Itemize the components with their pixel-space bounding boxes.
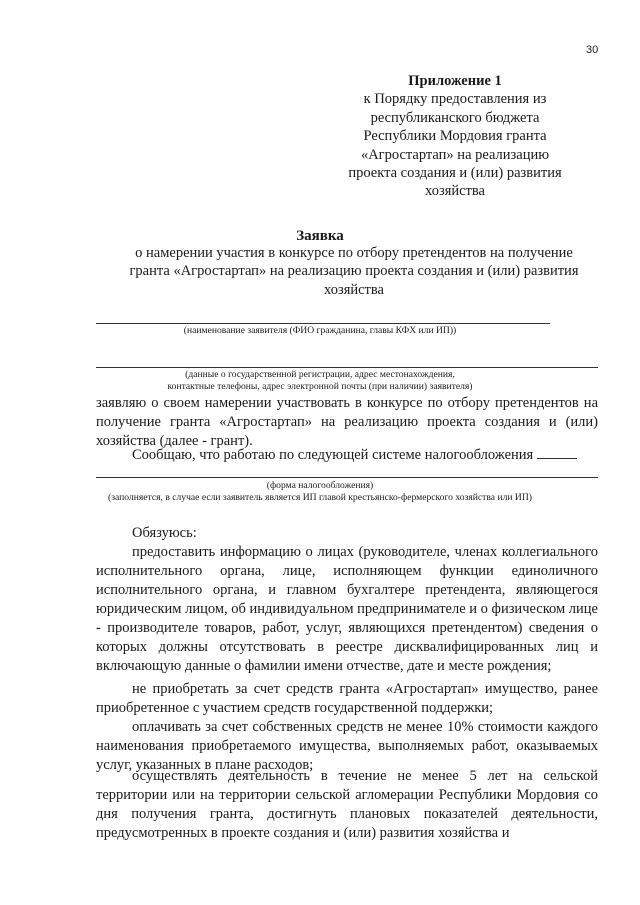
tax-system-text: Сообщаю, что работаю по следующей системе налогообложения (132, 447, 534, 463)
tax-form-line[interactable] (96, 477, 598, 478)
tax-form-caption: (форма налогообложения) (266, 480, 374, 491)
applicant-name-caption: (наименование заявителя (ФИО гражданина, главы КФХ или ИП)) (183, 325, 457, 336)
tax-system-blank[interactable] (537, 446, 577, 459)
obligation-item: не приобретать за счет средств гранта «Агростартап» имущество, ранее приобретенное с участием средств государственной поддержки; (96, 681, 598, 716)
application-subtitle (98, 244, 610, 299)
appendix-line: республиканского бюджета (370, 109, 540, 126)
appendix-line: Республики Мордовия гранта (363, 128, 547, 145)
registration-data-caption: контактные телефоны, адрес электронной почты (при наличии) заявителя) (167, 381, 473, 392)
appendix-line: «Агростартап» на реализацию (360, 146, 550, 163)
subtitle-line: о намерении участия в конкурсе по отбору претендентов на получение (135, 245, 573, 261)
obligation-heading: Обязуюсь: (132, 525, 197, 541)
obligation-item: оплачивать за счет собственных средств не менее 10% стоимости каждого наименования приобретаемого имущества, выполняемых работ, оказываемых услуг, указанных в плане расходов; (96, 719, 598, 773)
page-number: 30 (586, 44, 599, 56)
appendix-line: к Порядку предоставления из (363, 91, 547, 108)
appendix-header (330, 72, 580, 201)
application-title: Заявка (296, 228, 344, 244)
appendix-title: Приложение 1 (408, 73, 502, 89)
tax-system-paragraph (96, 446, 598, 465)
declaration-paragraph: заявляю о своем намерении участвовать в конкурсе по отбору претендентов на получение гранта «Агростартап» на реализацию проекта создания и (или) хозяйства (далее - грант). (96, 395, 598, 449)
tax-form-note: (заполняется, в случае если заявитель является ИП главой крестьянско-фермерского хозяйства или ИП) (108, 492, 532, 503)
obligation-item: предоставить информацию о лицах (руководителе, членах коллегиального исполнительного органа, лице, исполняющем функции единоличного исполнительного органа, и главном бухгалтере претендента, являющегося юридическим лицом, об индивидуальном предпринимателе и о физическом лице - производителе товаров, работ, услуг, являющихся претендентом) сведения о которых должны отсутствовать в реестре дисквалифицированных лиц и включающую данные о фамилии имени отчестве, дате и месте рождения; (96, 544, 598, 674)
appendix-line: проекта создания и (или) развития (348, 165, 562, 182)
subtitle-line: хозяйства (324, 281, 384, 298)
applicant-name-line[interactable] (96, 323, 550, 324)
registration-data-caption: (данные о государственной регистрации, адрес местонахождения, (185, 369, 455, 380)
registration-data-line[interactable] (96, 367, 598, 368)
subtitle-line: гранта «Агростартап» на реализацию проекта создания и (или) развития (129, 263, 579, 280)
appendix-line: хозяйства (425, 183, 485, 200)
obligation-item: осуществлять деятельность в течение не менее 5 лет на сельской территории или на территории сельской агломерации Республики Мордовия со дня получения гранта, достигнуть плановых показателей деятельности, предусмотренных в проекте создания и (или) развития хозяйства и (96, 768, 598, 841)
